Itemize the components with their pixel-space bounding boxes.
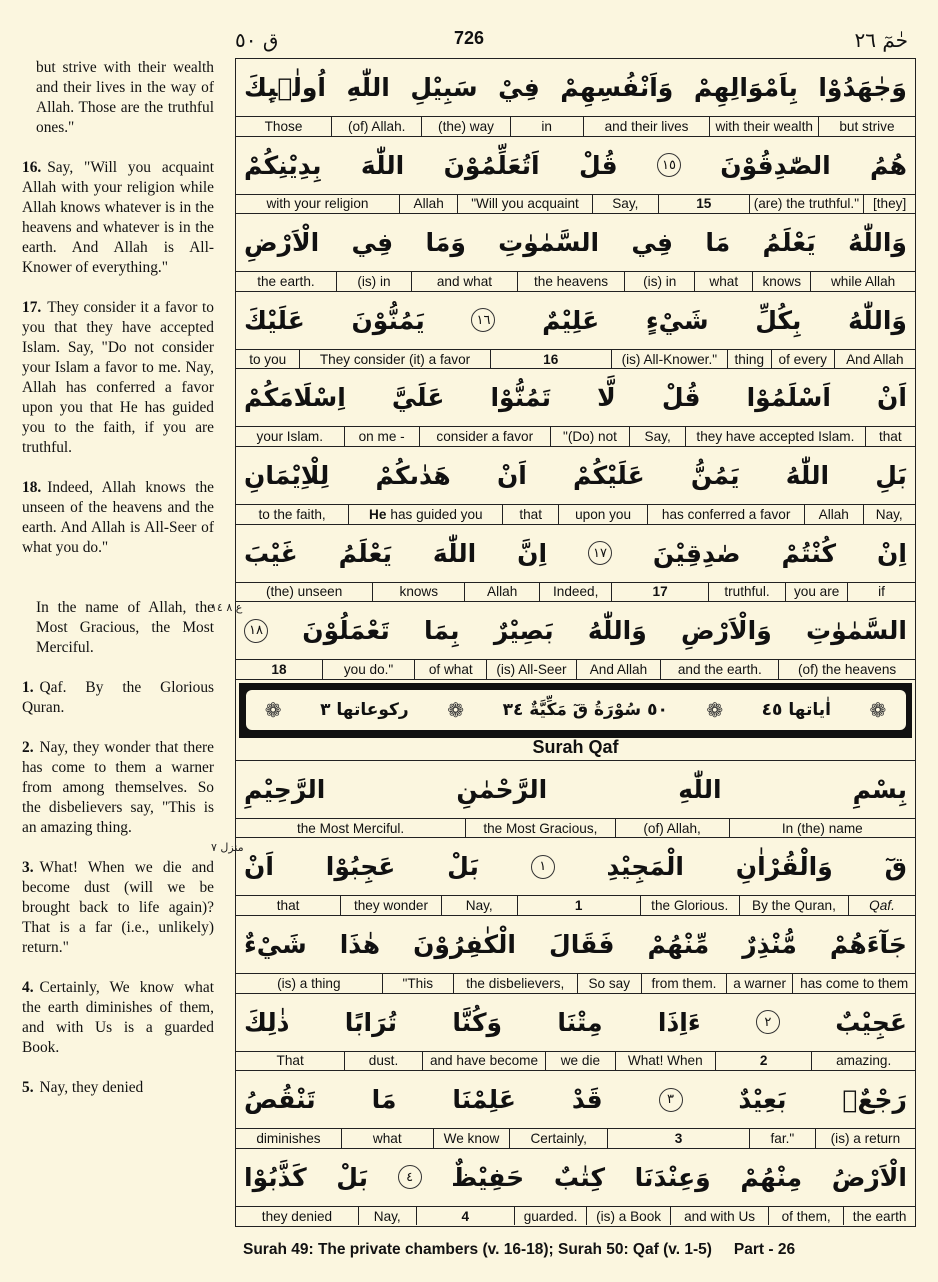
word-translation: guarded.	[515, 1207, 587, 1226]
word-translation: and their lives	[584, 117, 711, 136]
arabic-word: الرَّحْمٰنِ	[456, 774, 548, 804]
word-translation: a warner	[727, 974, 794, 993]
verse-number: 2.	[22, 739, 34, 756]
footer-text: Surah 49: The private chambers (v. 16-18); Surah 50: Qaf (v. 1-5)	[243, 1241, 712, 1258]
arabic-line	[236, 59, 915, 116]
translation-line	[236, 1051, 915, 1071]
translation-line	[236, 659, 915, 679]
arabic-word: وَالْاَرْضِ	[681, 616, 772, 646]
translation-line	[236, 895, 915, 915]
arabic-word: قُلْ	[661, 383, 701, 413]
arabic-word: بِاَمْوَالِهِمْ	[693, 73, 798, 102]
arabic-word: اَنْ	[496, 460, 527, 490]
verse-text: Say, "Will you acquaint Allah with your religion while Allah knows whatever is in the heavens and whatever is in the earth. And Allah is All-Knower of everything."	[22, 159, 214, 276]
arabic-word: مِتْنَا	[557, 1007, 603, 1037]
word-translation: while Allah	[830, 273, 896, 289]
arabic-line	[236, 292, 915, 349]
commentary-verse	[22, 158, 214, 278]
arabic-word: بَلْ	[447, 852, 479, 882]
commentary-verse	[22, 858, 214, 958]
word-translation: they have accepted Islam.	[686, 427, 866, 446]
ornament-icon: ❁	[264, 698, 282, 723]
word-translation: "Will you acquaint	[458, 195, 592, 214]
word-translation: knows	[373, 583, 465, 602]
commentary-verse	[22, 58, 214, 138]
arabic-word: بَلِ	[875, 460, 907, 490]
arabic-word: فَقَالَ	[549, 929, 615, 959]
arabic-word: هُمُ	[870, 150, 907, 180]
manzil-marker: منزل ٧	[211, 841, 244, 854]
word-translation: your Islam.	[236, 427, 345, 446]
word-translation: (is) in	[625, 272, 695, 291]
arabic-word: اَسْلَمُوْا	[746, 383, 831, 413]
word-translation: In (the) name	[781, 820, 863, 836]
arabic-word: وَالْقُرْاٰنِ	[735, 852, 833, 882]
ayah-marker-icon: ١	[531, 855, 555, 879]
arabic-word: بِدِيْنِكُمْ	[244, 150, 322, 180]
word-translation: Say,	[630, 427, 686, 446]
word-translation: the heavens	[518, 272, 625, 291]
word-translation: to the faith,	[236, 505, 349, 524]
verse-row	[236, 1149, 915, 1227]
arabic-word: فِي	[631, 228, 674, 258]
arabic-word: فِي	[351, 228, 394, 258]
word-translation: Certainly,	[510, 1129, 608, 1148]
word-translation: (of) the heavens	[797, 661, 897, 677]
arabic-word: ءَاِذَا	[657, 1007, 701, 1037]
arabic-word: تَنْقُصُ	[244, 1085, 316, 1115]
arabic-word: كِتٰبٌ	[553, 1162, 606, 1192]
verse-number: 18.	[22, 479, 42, 496]
arabic-word: يَمُنُّوْنَ	[351, 305, 425, 335]
arabic-word: تُرَابًا	[344, 1007, 398, 1037]
ayah-marker-icon: ٢	[756, 1010, 780, 1034]
ayah-marker-icon: ٤	[398, 1165, 422, 1189]
arabic-line	[236, 214, 915, 271]
arabic-word: الْمَجِيْدِ	[606, 852, 684, 882]
arabic-word: لِلْاِيْمَانِ	[244, 460, 330, 490]
verse-row	[236, 602, 915, 680]
arabic-word: مَا	[371, 1085, 397, 1115]
commentary-verse	[22, 298, 214, 458]
translation-line	[236, 426, 915, 446]
arabic-word: غَيْبَ	[244, 538, 298, 568]
arabic-word: مُّنْذِرٌ	[742, 929, 797, 959]
arabic-word: رَجْعٌۢ	[842, 1085, 907, 1115]
word-translation: Nay,	[875, 506, 903, 522]
word-translation: upon you	[559, 505, 648, 524]
word-translation: that	[878, 429, 902, 445]
word-translation: (is) a thing	[236, 974, 383, 993]
word-translation: and with Us	[671, 1207, 769, 1226]
arabic-word: عَجِيْبٌ	[835, 1007, 907, 1037]
word-translation: what	[695, 272, 753, 291]
word-translation: and the earth.	[661, 660, 779, 679]
word-translation: and what	[412, 272, 518, 291]
word-translation: amazing.	[836, 1053, 892, 1069]
arabic-word: كَذَّبُوْا	[244, 1162, 307, 1192]
commentary-verse	[22, 678, 214, 718]
word-translation: if	[878, 584, 885, 600]
verse-row	[236, 1071, 915, 1149]
word-translation: What! When	[616, 1052, 716, 1071]
verse-text: They consider it a favor to you that they have accepted Islam. Say, "Do not consider your Islam a favor to me. Nay, Allah has conferred a favor upon you that He has guided you to the faith, if you are truthful.	[22, 299, 214, 456]
word-translation: "(Do) not	[551, 427, 630, 446]
verse-row	[236, 525, 915, 603]
arabic-line	[236, 137, 915, 194]
word-translation: Say,	[593, 195, 659, 214]
arabic-line	[236, 838, 915, 895]
verse-number: 4.	[22, 979, 34, 996]
arabic-line	[236, 602, 915, 659]
word-translation: Those	[236, 117, 332, 136]
arabic-word: عَجِبُوْا	[325, 852, 396, 882]
word-translation: Nay,	[359, 1207, 417, 1226]
word-translation: of them,	[769, 1207, 844, 1226]
verse-text: Certainly, We know what the earth diminishes of them, and with Us is a guarded Book.	[22, 979, 214, 1056]
word-translation-rest: has guided you	[390, 506, 483, 522]
word-translation: to you	[236, 350, 300, 369]
arabic-word: عَلِيْمٌ	[542, 305, 600, 335]
word-translation: that	[503, 505, 558, 524]
arabic-word: بِمَا	[424, 616, 460, 646]
arabic-word: جَآءَهُمْ	[829, 929, 907, 959]
word-translation: the Glorious.	[641, 896, 740, 915]
word-translation: the earth	[852, 1208, 907, 1224]
arabic-word: السَّمٰوٰتِ	[498, 228, 600, 258]
translation-line	[236, 973, 915, 993]
word-translation: (the) way	[422, 117, 510, 136]
verse-number: 1.	[22, 679, 34, 696]
word-translation: And Allah	[846, 351, 904, 367]
arabic-word: اللّٰهُ	[785, 460, 830, 490]
arabic-word: الْاَرْضُ	[831, 1162, 907, 1192]
verse-number-cell: 16	[491, 350, 612, 369]
arabic-word: بَعِيْدٌ	[738, 1085, 787, 1115]
word-translation: (is) All-Knower."	[612, 350, 728, 369]
arabic-word: الْكٰفِرُوْنَ	[413, 929, 516, 959]
word-translation: (of) Allah,	[616, 819, 730, 838]
arabic-word: حَفِيْظٌ	[451, 1162, 525, 1192]
arabic-word: اللّٰهَ	[360, 150, 405, 180]
arabic-word: عَلَيْكَ	[244, 305, 305, 335]
ayah-marker-icon: ١٧	[588, 541, 612, 565]
arabic-line	[236, 1149, 915, 1206]
arabic-word: اَنْ	[244, 852, 274, 882]
arabic-word: اللّٰهِ	[346, 73, 390, 102]
word-translation: with your religion	[236, 195, 400, 214]
banner-ayat-count: اٰياتها ٤٥	[761, 700, 831, 721]
arabic-word: قٓ	[884, 852, 907, 882]
verse-number-cell: 15	[659, 195, 750, 214]
arabic-word: قُلْ	[578, 150, 618, 180]
word-translation: on me -	[345, 427, 420, 446]
word-translation: thing	[728, 350, 772, 369]
arabic-word: وَعِنْدَنَا	[634, 1162, 711, 1192]
arabic-word: يَمُنُّ	[690, 460, 740, 490]
translation-line	[236, 1206, 915, 1226]
arabic-word: اللّٰهَ	[432, 538, 477, 568]
arabic-line	[236, 994, 915, 1051]
arabic-word: ذٰلِكَ	[244, 1007, 290, 1037]
verse-text: Indeed, Allah knows the unseen of the heavens and the earth. And Allah is All-Seer of what you do."	[22, 479, 214, 556]
word-translation: That	[236, 1052, 345, 1071]
word-translation: "This	[383, 974, 454, 993]
verse-number-cell: 3	[608, 1129, 750, 1148]
verse-number: 3.	[22, 859, 34, 876]
word-translation: Indeed,	[540, 583, 612, 602]
arabic-line	[236, 1071, 915, 1128]
word-translation: of every	[772, 350, 835, 369]
word-translation: (is) in	[337, 272, 412, 291]
ornament-icon: ❁	[869, 698, 887, 723]
word-translation: (is) All-Seer	[487, 660, 576, 679]
word-translation: from them.	[642, 974, 727, 993]
word-translation: of what	[415, 660, 487, 679]
arabic-word: اِنَّ	[517, 538, 548, 568]
header-juz-ref: حٰمٓ ٢٦	[854, 28, 908, 52]
quran-grid	[235, 58, 916, 1227]
arabic-word: اللّٰهِ	[678, 774, 722, 804]
arabic-word: يَعْلَمُ	[338, 538, 392, 568]
arabic-word: وَاللّٰهُ	[848, 228, 907, 258]
commentary-verse	[22, 1078, 214, 1098]
word-translation: has conferred a favor	[648, 505, 805, 524]
arabic-word: فِيْ	[498, 73, 540, 102]
header-surah-ref: ق ٥٠	[235, 28, 279, 52]
arabic-word: وَاَنْفُسِهِمْ	[560, 73, 674, 102]
arabic-word: عَلَيْكُمْ	[573, 460, 645, 490]
word-translation: So say	[578, 974, 643, 993]
ruku-marker: ع ٨ ١٤	[211, 601, 243, 614]
word-translation: the Most Merciful.	[236, 819, 466, 838]
verse-number-cell: 2	[716, 1052, 812, 1071]
verse-row	[236, 292, 915, 370]
arabic-word: بَلْ	[336, 1162, 368, 1192]
arabic-line	[236, 525, 915, 582]
word-translation: what	[342, 1129, 434, 1148]
arabic-word: تَمُنُّوْا	[490, 383, 552, 413]
word-translation: He has guided you	[349, 505, 503, 524]
word-translation: diminishes	[236, 1129, 342, 1148]
translation-line	[236, 582, 915, 602]
word-translation: and have become	[423, 1052, 547, 1071]
verse-number: 17.	[22, 299, 42, 316]
arabic-word: الصّٰدِقُوْنَ	[720, 150, 831, 180]
verse-row	[236, 761, 915, 839]
verse-text: Qaf. By the Glorious Quran.	[22, 679, 214, 716]
word-translation: We know	[434, 1129, 511, 1148]
verse-row	[236, 369, 915, 447]
arabic-word: صٰدِقِيْنَ	[652, 538, 741, 568]
word-translation: but strive	[839, 118, 895, 134]
verse-text: Nay, they denied	[39, 1079, 144, 1096]
word-translation: they wonder	[341, 896, 441, 915]
verse-row	[236, 838, 915, 916]
translation-line	[236, 504, 915, 524]
arabic-word: عَلَيَّ	[391, 383, 445, 413]
arabic-word: مِّنْهُمْ	[647, 929, 710, 959]
ornament-icon: ❁	[706, 698, 724, 723]
word-translation: Allah	[465, 583, 540, 602]
verse-text: In the name of Allah, the Most Gracious, the Most Merciful.	[36, 599, 214, 656]
verse-text: Nay, they wonder that there has come to them a warner from among themselves. So the disbelievers say, "This is an amazing thing.	[22, 739, 214, 836]
commentary-column	[22, 58, 214, 1098]
translation-line	[236, 271, 915, 291]
arabic-word: شَيْءٌ	[244, 929, 307, 959]
word-translation: And Allah	[577, 660, 662, 679]
word-translation: [they]	[872, 196, 907, 212]
arabic-word: وَاللّٰهُ	[848, 305, 907, 335]
verse-number-cell: 4	[417, 1207, 515, 1226]
arabic-line	[236, 447, 915, 504]
verse-number-cell: 18	[236, 660, 323, 679]
commentary-verse	[22, 478, 214, 558]
arabic-word: تَعْمَلُوْنَ	[302, 616, 390, 646]
translation-line	[236, 349, 915, 369]
ornament-icon: ❁	[447, 698, 465, 723]
banner-surah-info: ٥٠ سُوْرَةُ قٓ مَكِّيَّةٌ ٣٤	[502, 700, 668, 721]
ayah-marker-icon: ١٥	[657, 153, 681, 177]
arabic-word: اِنْ	[877, 538, 907, 568]
arabic-word: اَتُعَلِّمُوْنَ	[443, 150, 540, 180]
verse-row	[236, 447, 915, 525]
page-footer	[243, 1241, 795, 1259]
arabic-word: عَلِمْنَا	[452, 1085, 516, 1115]
translation-line	[236, 194, 915, 214]
verse-row	[236, 994, 915, 1072]
arabic-word: لَّا	[597, 383, 616, 413]
arabic-word: يَعْلَمُ	[762, 228, 816, 258]
word-translation: we die	[546, 1052, 615, 1071]
arabic-word: بَصِيْرٌ	[493, 616, 554, 646]
word-translation: you are	[786, 583, 848, 602]
arabic-word: بِسْمِ	[852, 774, 907, 804]
commentary-verse	[22, 738, 214, 838]
commentary-verse	[22, 978, 214, 1058]
ayah-marker-icon: ١٨	[244, 619, 268, 643]
footer-part: Part - 26	[733, 1241, 796, 1258]
word-translation: the disbelievers,	[454, 974, 578, 993]
word-translation: in	[511, 117, 584, 136]
arabic-word: وَمَا	[425, 228, 466, 258]
word-translation: they denied	[236, 1207, 359, 1226]
word-translation: far."	[750, 1129, 816, 1148]
arabic-word: اَنْ	[877, 383, 907, 413]
word-translation: with their wealth	[710, 117, 819, 136]
arabic-word: بِكُلِّ	[755, 305, 802, 335]
word-translation: the earth.	[236, 272, 337, 291]
verse-number-cell: 1	[518, 896, 641, 915]
verse-row	[236, 137, 915, 215]
word-translation: (is) a Book	[587, 1207, 671, 1226]
translation-line	[236, 116, 915, 136]
commentary-verse	[22, 598, 214, 658]
verse-number: 5.	[22, 1079, 34, 1096]
word-translation: you do."	[323, 660, 415, 679]
arabic-word: كُنْتُمْ	[781, 538, 837, 568]
arabic-word: وَاللّٰهُ	[587, 616, 647, 646]
arabic-word: سَبِيْلِ	[410, 73, 478, 102]
word-translation: (is) a return	[830, 1130, 901, 1146]
arabic-word: هَدٰىكُمْ	[375, 460, 451, 490]
translation-line	[236, 818, 915, 838]
verse-number: 16.	[22, 159, 42, 176]
word-translation: dust.	[345, 1052, 422, 1071]
word-translation: By the Quran,	[740, 896, 849, 915]
arabic-word: اِسْلَامَكُمْ	[244, 383, 346, 413]
word-translation: (of) Allah.	[332, 117, 422, 136]
word-translation: consider a favor	[420, 427, 551, 446]
verse-row	[236, 214, 915, 292]
banner-ruku-count: رکوعاتها ٣	[320, 700, 409, 721]
word-translation: Allah	[805, 505, 864, 524]
word-translation: truthful.	[709, 583, 786, 602]
arabic-word: شَيْءٍ	[645, 305, 709, 335]
arabic-word: الرَّحِيْمِ	[244, 774, 326, 804]
word-translation: Qaf.	[869, 898, 895, 914]
arabic-word: وَجٰهَدُوْا	[818, 73, 907, 102]
arabic-word: هٰذَا	[339, 929, 381, 959]
verse-row	[236, 59, 915, 137]
arabic-line	[236, 916, 915, 973]
verse-number-cell: 17	[612, 583, 708, 602]
arabic-word: الْاَرْضِ	[244, 228, 320, 258]
word-translation: Nay,	[442, 896, 518, 915]
word-translation: knows	[753, 272, 811, 291]
translation-line	[236, 1128, 915, 1148]
arabic-word: مِنْهُمْ	[740, 1162, 803, 1192]
word-translation: has come to them	[800, 975, 909, 991]
word-translation: (the) unseen	[236, 583, 373, 602]
ayah-marker-icon: ١٦	[471, 308, 495, 332]
word-translation: the Most Gracious,	[466, 819, 615, 838]
arabic-line	[236, 761, 915, 818]
arabic-line	[236, 369, 915, 426]
arabic-word: وَكُنَّا	[452, 1007, 503, 1037]
verse-text: but strive with their wealth and their lives in the way of Allah. Those are the truthful ones."	[36, 59, 214, 136]
ayah-marker-icon: ٣	[659, 1088, 683, 1112]
arabic-word: اُولٰۤىِٕكَ	[244, 73, 326, 102]
verse-row	[236, 916, 915, 994]
word-translation: They consider (it) a favor	[300, 350, 490, 369]
word-translation: that	[236, 896, 341, 915]
word-translation: Allah	[400, 195, 459, 214]
surah-banner	[236, 683, 915, 761]
page-number: 726	[453, 28, 485, 48]
arabic-word: مَا	[705, 228, 731, 258]
arabic-word: قَدْ	[571, 1085, 603, 1115]
verse-text: What! When we die and become dust (will we be brought back to life again)? That is a far (i.e., unlikely) return."	[22, 859, 214, 956]
arabic-word: السَّمٰوٰتِ	[806, 616, 907, 646]
word-translation: (are) the truthful."	[750, 195, 865, 214]
surah-title: Surah Qaf	[532, 736, 619, 757]
